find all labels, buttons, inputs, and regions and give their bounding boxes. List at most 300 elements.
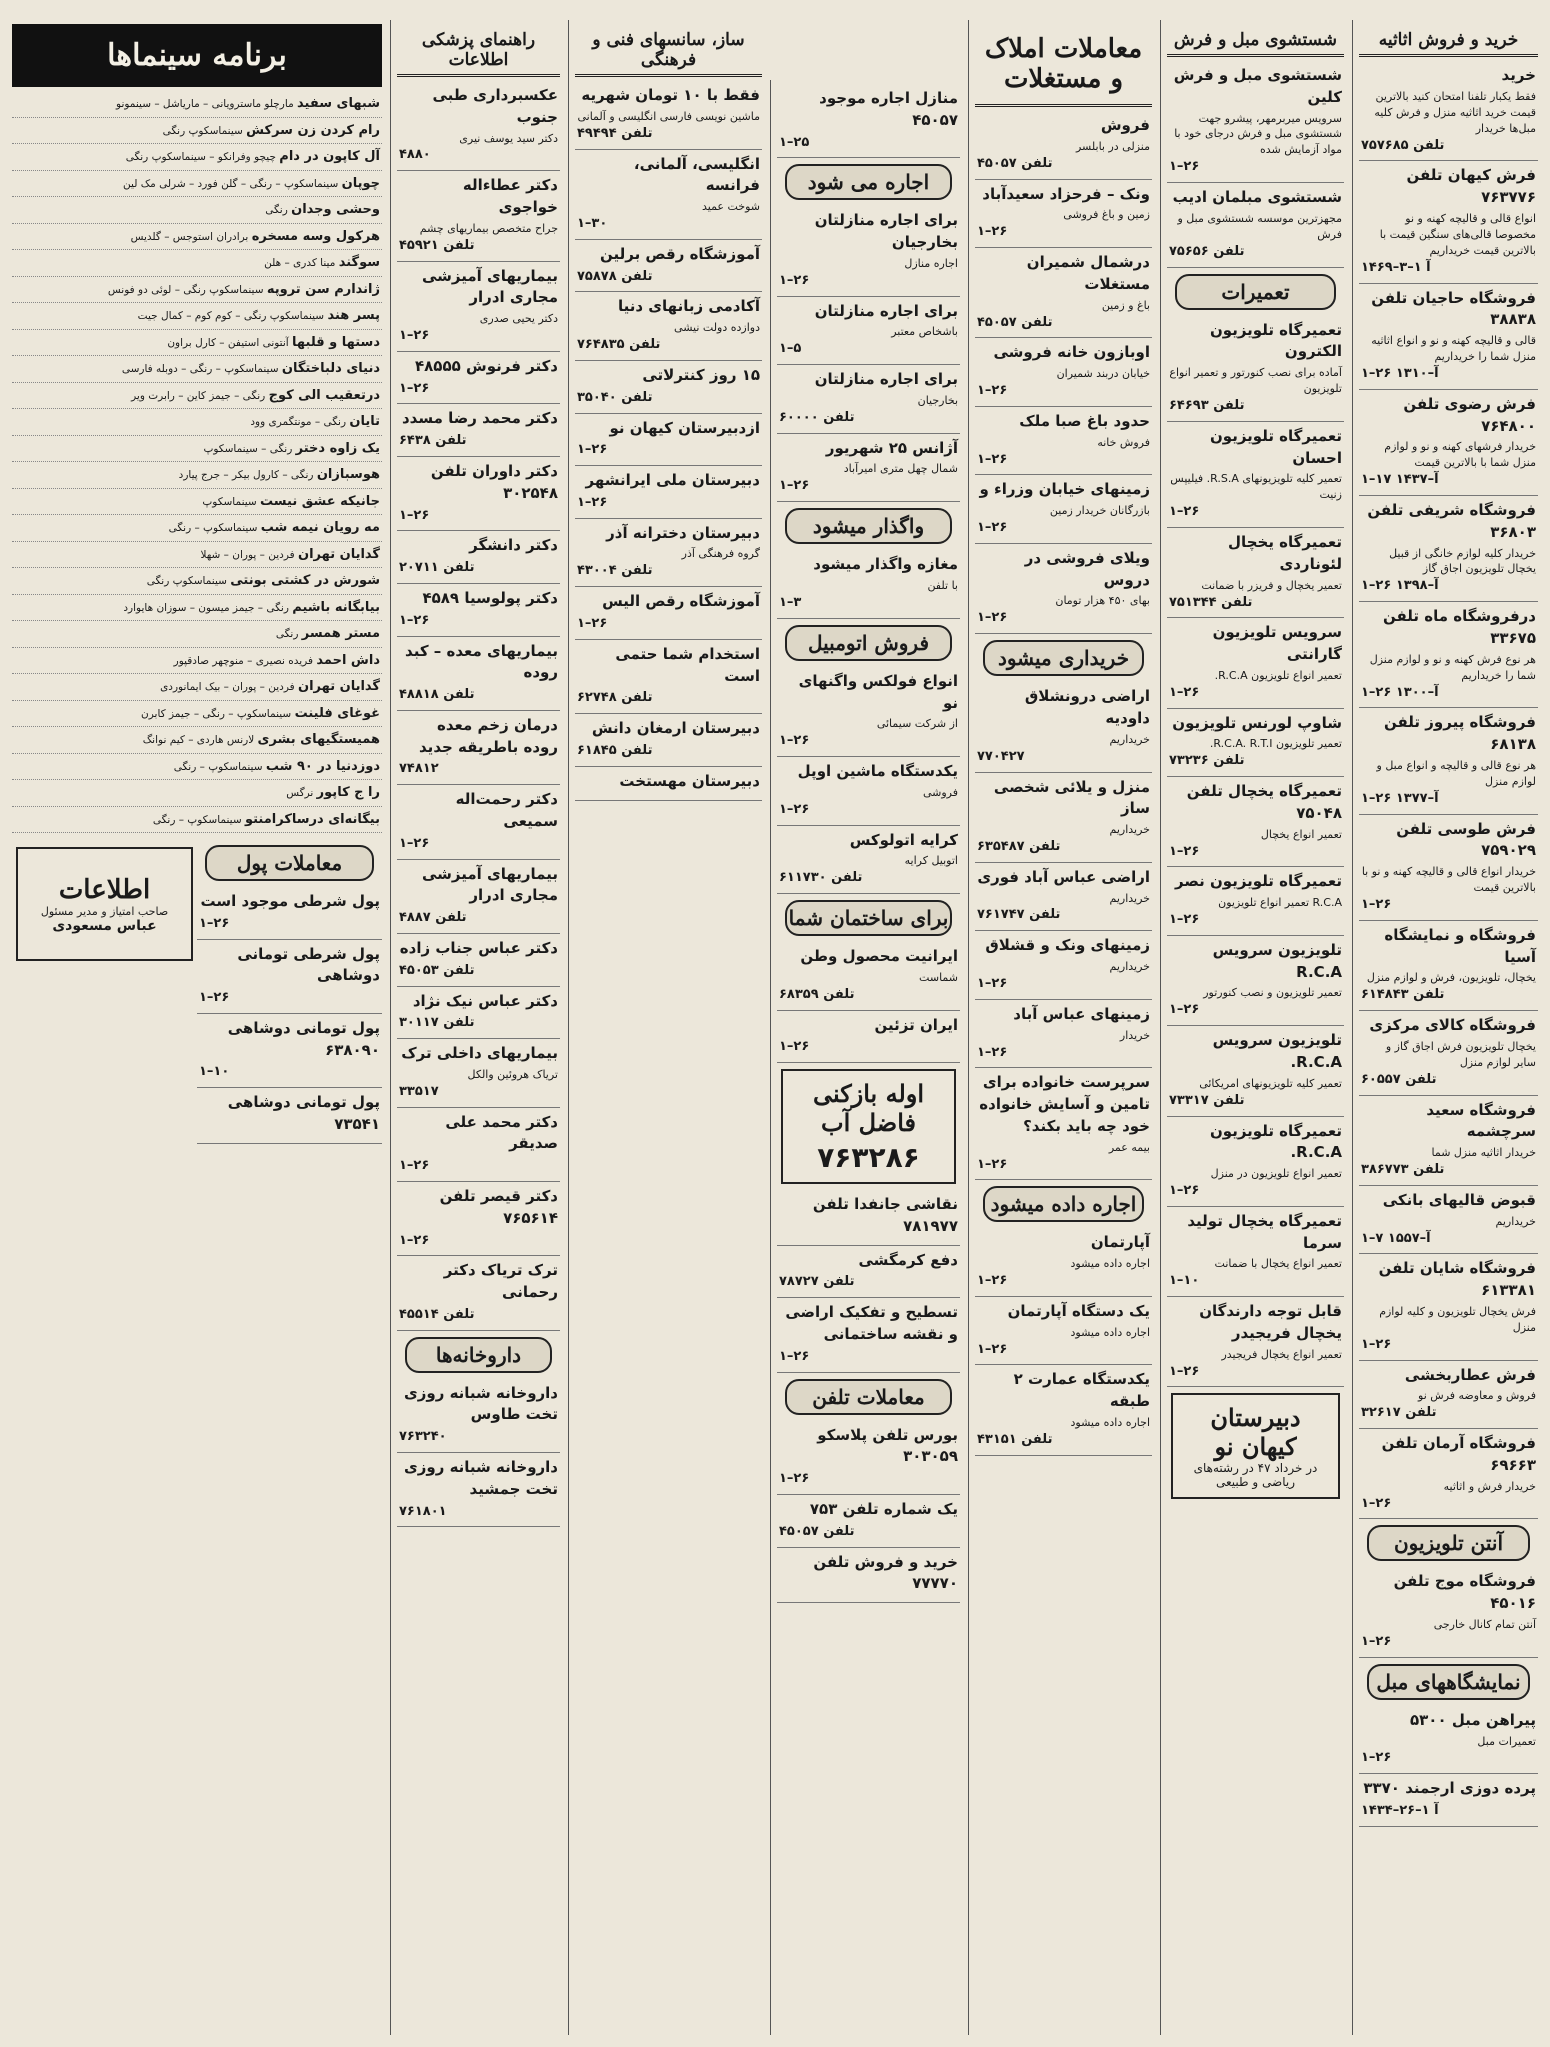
ad-phone: تلفن ۴۳۰۰۴ (577, 563, 653, 579)
cinema-title: یک زاوه دختر (295, 440, 380, 456)
ad-phone: تلفن ۶۱۴۸۴۳ (1361, 987, 1445, 1003)
cinema-listing (12, 727, 382, 754)
ad-phone: تلفن ۴۵۵۱۴ (399, 1306, 475, 1322)
cinema-listing (12, 118, 382, 145)
ad-title: عکسبرداری طبی جنوب (432, 86, 558, 126)
classified-ad (975, 1297, 1152, 1366)
ad-title: دکتر قیصر تلفن ۷۶۵۶۱۴ (439, 1187, 558, 1227)
ad-phone: ۷۶۳۲۴۰ (399, 1429, 447, 1445)
ad-phone: تلفن ۶۱۸۴۵ (577, 742, 653, 758)
ad-body: شماست (919, 970, 958, 984)
classified-ad (1167, 777, 1344, 867)
ad-body: بازرگانان خریدار زمین (1049, 504, 1150, 518)
ad-title: انواع فولکس واگنهای نو (798, 671, 958, 712)
ad-phone: ۱–۲۶ (1361, 1336, 1392, 1352)
ad-phone: ۱–۲۶ (399, 507, 430, 523)
ad-phone: ۱–۲۶ ۱۳۱۰–آ (1361, 365, 1439, 381)
section-buy: خریداری میشود (983, 640, 1144, 676)
classified-ad (1359, 1429, 1538, 1519)
ad-title: تلویزیون سرویس R.C.A. (1212, 1031, 1342, 1071)
ad-body: بهای ۴۵۰ هزار تومان (1055, 594, 1150, 608)
ad-phone: ۱۴۶۹–آ ۱–۳ (1361, 259, 1431, 275)
cinema-listing (12, 648, 382, 675)
cinema-listing (12, 462, 382, 489)
logo-block (12, 839, 197, 1144)
ad-title: فرش رضوی تلفن ۷۶۴۸۰۰ (1403, 394, 1536, 435)
classified-ad (397, 860, 560, 934)
classified-ad (397, 584, 560, 637)
ad-phone: ۱–۲۶ (399, 1158, 430, 1174)
ad-title: فروشگاه آرمان تلفن ۶۹۶۶۳ (1381, 1434, 1536, 1474)
cinema-details: سینماسکوپ – رنگی – جیمز کابرن (141, 707, 292, 720)
ad-body: خریداریم (1109, 891, 1150, 905)
ad-body: R.C.A تعمیر انواع تلویزیون (1218, 896, 1342, 910)
ad-phone: ۱–۲۶ (399, 612, 430, 628)
ad-title: درمان زخم معده روده باطریقه جدید (419, 715, 558, 756)
ad-phone: تلفن ۴۵۰۵۷ (779, 1523, 855, 1539)
column-rentals-cars (770, 80, 966, 2035)
ad-body: تعمیر انواع یخچال فریجیدر (1221, 1347, 1342, 1361)
cinema-title: گدایان تهران (297, 679, 380, 694)
ad-phone: ۱–۲۶ (1361, 1633, 1392, 1649)
ad-phone: تلفن ۷۳۳۱۷ (1169, 1092, 1245, 1108)
ad-phone: ۷۶۱۸۰۱ (399, 1503, 447, 1519)
ad-title: دکتر پولوسیا ۴۵۸۹ (422, 588, 558, 607)
classified-ad (1167, 183, 1344, 267)
cinema-listing (12, 171, 382, 198)
ad-body: اجاره داده میشود (1070, 1415, 1150, 1429)
ad-title: قابل توجه دارندگان یخچال فریجیدر (1199, 1302, 1342, 1342)
ad-phone: ۱–۲۶ (199, 915, 230, 931)
cinema-details: رنگی (275, 628, 299, 640)
classified-ad (975, 544, 1152, 634)
cinema-title: را ج کاپور (316, 785, 380, 800)
ad-title: دکتر دانشگر (469, 536, 558, 555)
classified-ad (575, 361, 762, 414)
ad-body: فروشی (922, 785, 958, 799)
ad-body: خریدار فرش و اثاثیه (1443, 1479, 1536, 1493)
ad-phone: ۱–۲۶ ۱۳۹۸–آ (1361, 578, 1439, 594)
ad-title: حدود باغ صبا ملک (1019, 411, 1150, 430)
cinema-details: سینماسکوپ – رنگی (152, 813, 242, 826)
ad-phone: تلفن ۴۸۸۷ (399, 910, 467, 926)
classified-ad (397, 457, 560, 531)
ad-phone: تلفن ۴۵۰۵۷ (977, 155, 1053, 171)
classified-ad (197, 887, 382, 940)
ad-title: آموزشگاه رقص الیس (602, 592, 760, 611)
classified-ad (575, 150, 762, 240)
ad-phone: ۱–۲۶ (1169, 912, 1200, 928)
cinema-listing (12, 409, 382, 436)
classified-ad (397, 1108, 560, 1182)
classified-ad (975, 248, 1152, 338)
ad-phone: تلفن ۴۵۰۵۷ (977, 314, 1053, 330)
ad-phone: ۱–۳ (779, 594, 802, 610)
classified-ad (1359, 1254, 1538, 1360)
ad-title: دکتر داوران تلفن ۳۰۲۵۴۸ (430, 462, 558, 502)
classified-ad (1167, 1207, 1344, 1297)
cinema-title: سوگند (338, 255, 380, 270)
classified-ad (975, 863, 1152, 932)
classified-ad (777, 1548, 960, 1604)
ad-body: سرویس میربرمهر، پیشرو جهت شستشوی مبل و فرش درجای خود با مواد آزمایش شده (1174, 111, 1342, 157)
column-culture (568, 20, 768, 2035)
ad-phone: ۱–۲۶ (577, 442, 608, 458)
ad-antenna (1359, 1567, 1538, 1657)
classified-ad (1167, 618, 1344, 708)
ad-box-drain (781, 1069, 956, 1184)
cinema-listing (12, 807, 382, 834)
ad-phone: تلفن ۶۴۶۹۳ (1169, 398, 1245, 413)
ad-body: منزلی در بابلسر (1075, 139, 1150, 153)
classified-ad (575, 240, 762, 293)
classified-ad (777, 1495, 960, 1548)
ad-title: فرش عطاربخشی (1404, 1365, 1536, 1384)
logo-name: اطلاعات (58, 874, 151, 905)
ad-body: قالی و قالیچه کهنه و نو و انواع اثاثیه منزل شما را خریداریم (1371, 334, 1536, 363)
classified-ad (1167, 1026, 1344, 1116)
classified-ad (575, 466, 762, 519)
ad-title: دکتر عطاءاله خواجوی (462, 176, 558, 217)
ad-title: زمینهای ونک و قشلاق (985, 936, 1150, 955)
classified-ad (1359, 1361, 1538, 1430)
ad-body: تعمیر کلیه تلویزیونهای R.S.A. فیلیپس زنیت (1170, 472, 1342, 502)
cinema-details: سینماسکوپ رنگی – لوئی دو فونس (107, 283, 264, 296)
ad-title: دکتر محمد علی صدیقر (445, 1112, 558, 1153)
ad-title: فروشگاه پیروز تلفن ۶۸۱۳۸ (1384, 713, 1536, 754)
cinema-listing (12, 780, 382, 807)
classified-ad (975, 180, 1152, 249)
classified-ad (975, 1228, 1152, 1297)
ad-title: دبیرستان ارمغان دانش (591, 719, 760, 738)
cinema-details: فردین – پوران – بیک ایمانوردی (160, 681, 295, 693)
cinema-title: تایان (349, 414, 380, 429)
ad-phone: ۱–۲۶ (199, 990, 230, 1006)
ad-title: برای اجاره منازلتان بخارجیان (814, 211, 958, 252)
ad-title: قبوض قالیهای بانکی (1382, 1190, 1536, 1209)
ad-title: آژانس ۲۵ شهریور (825, 438, 958, 457)
cinema-details: مینا کدری – هلن (264, 257, 336, 269)
cinema-listing (12, 144, 382, 171)
classified-ad (397, 262, 560, 352)
classified-ad (975, 1365, 1152, 1455)
cinema-details: رنگی – جیمز کاین – رابرت ویر (131, 389, 266, 402)
ad-phone: ۱–۲۶ (977, 1044, 1008, 1060)
section-building: برای ساختمان شما (785, 900, 952, 936)
classified-ad (1359, 284, 1538, 390)
ad-phone: ۱–۲۶ (1169, 504, 1200, 520)
classified-ad (777, 1190, 960, 1246)
ad-body: دوازده دولت نیشی (674, 321, 760, 335)
cinema-title: همیستگیهای بشری (257, 732, 380, 747)
ad-box-school (1171, 1393, 1340, 1499)
classified-ad (975, 475, 1152, 544)
ad-phone: تلفن ۴۵۰۵۳ (399, 962, 475, 978)
cinema-title: چوپان (341, 175, 380, 191)
classified-ad (575, 714, 762, 767)
ad-phone: ۱–۲۶ (977, 520, 1008, 536)
classified-ad (777, 942, 960, 1011)
cinema-details: رنگی – مونتگمری وود (250, 416, 347, 428)
cinema-title: ژاندارم سن تروپه (266, 281, 380, 297)
classified-ad (1167, 867, 1344, 936)
ad-body: هر نوع فرش کهنه و نو و لوازم منزل شما را خریداریم (1369, 652, 1536, 682)
ad-title: منزل و یلائی شخصی ساز (993, 777, 1150, 818)
ad-phone: ۱–۲۶ (977, 976, 1008, 991)
ad-body: از شرکت سیمائی (876, 717, 958, 731)
classified-ad (1359, 61, 1538, 161)
ad-title: پول تومانی دوشاهی ۶۳۸۰۹۰ (227, 1018, 380, 1059)
ad-title: یک شماره تلفن ۷۵۳ (809, 1500, 958, 1518)
cinema-details: نرگس (286, 787, 314, 799)
ad-title: شستشوی مبلمان ادیب (1172, 188, 1342, 207)
classified-ad (777, 826, 960, 895)
ad-phone: ۱–۲۶ (977, 610, 1008, 626)
ad-phone: تلفن ۷۵۸۷۸ (577, 268, 653, 284)
cinema-title: آل کاپون در دام (279, 149, 380, 164)
ad-body: تریاک هروئین والکل (467, 1067, 558, 1081)
ad-body: فرش یخچال تلویزیون و کلیه لوازم منزل (1379, 1304, 1536, 1334)
ad-phone: ۱–۲۶ (1169, 1363, 1200, 1379)
classified-ad (397, 531, 560, 584)
ad-phone: تلفن ۳۸۶۷۷۳ (1361, 1162, 1445, 1178)
section-rent-out: اجاره داده میشود (983, 1186, 1144, 1222)
ad-title: دبیرستان ملی ایرانشهر (585, 471, 760, 490)
classified-ad (397, 352, 560, 405)
classified-ad (397, 1453, 560, 1527)
cinema-listing (12, 489, 382, 516)
ad-title: شستشوی مبل و فرش کلین (1173, 66, 1342, 106)
ad-title: دفع کرمگشی (858, 1250, 958, 1269)
ad-title: بیماریهای داخلی ترک (401, 1044, 558, 1063)
column-header-cinema: برنامه سینماها (12, 24, 382, 87)
ad-phone: تلفن ۳۵۰۴۰ (577, 389, 653, 405)
classified-ad (575, 640, 762, 714)
ad-phone: تلفن ۳۲۶۱۷ (1361, 1405, 1437, 1421)
ad-phone: ۱–۲۶ (399, 380, 430, 396)
cinema-listing (12, 754, 382, 781)
ad-phone: ۱–۷ ۱۵۵۷–آ (1361, 1230, 1431, 1246)
classified-ad (975, 1068, 1152, 1180)
ad-body: خریداریم (1495, 1214, 1536, 1228)
ad-body: مجهزترین موسسه شستشوی مبل و فرش (1177, 211, 1342, 241)
ad-body: جراح متخصص بیماریهای چشم (419, 221, 558, 235)
classified-ad (397, 404, 560, 457)
ad-body: آماده برای نصب کنورتور و تعمیر انواع تلویزیون (1169, 366, 1342, 396)
ad-phone: ۱–۱۰ (199, 1064, 230, 1080)
classified-ad (1359, 390, 1538, 496)
ad-phone: تلفن ۷۶۱۷۴۷ (977, 907, 1061, 923)
box-title: اوله بازکنی فاضل آب (812, 1079, 925, 1138)
ad-title: تعمیرگاه تلویزیون R.C.A. (1209, 1121, 1342, 1162)
classified-ad (777, 757, 960, 826)
classified-ad (397, 1256, 560, 1330)
ad-title: سرویس تلویزیون گارانتی (1212, 623, 1342, 664)
ad-phone: تلفن ۶۸۳۵۹ (779, 986, 855, 1002)
ad-phone: تلفن ۷۵۶۵۶ (1169, 243, 1245, 259)
cinema-details: سینماسکوپ – رنگی – دوبله فارسی (121, 363, 279, 375)
classified-ad (397, 637, 560, 711)
ad-body: بخارجیان (917, 393, 958, 407)
classified-ad (575, 587, 762, 640)
ad-title: ترک تریاک دکتر رحمانی (443, 1261, 558, 1302)
cinema-details: چیچو وفرانکو – سینماسکوپ رنگی (125, 151, 276, 163)
box-body: در خرداد ۴۷ در رشته‌های ریاضی و طبیعی (1193, 1461, 1318, 1490)
cinema-title: هرکول وسه مسخره (251, 228, 380, 244)
ad-title: فروشگاه و نمایشگاه آسیا (1384, 925, 1536, 966)
ad-title: ازدبیرستان کیهان نو (609, 418, 760, 437)
ad-phone: ۱–۲۶ (779, 733, 810, 749)
classified-ad (1359, 1096, 1538, 1186)
ad-body: تعمیر انواع یخچال با ضمانت (1214, 1257, 1342, 1271)
ad-phone: تلفن ۳۰۱۱۷ (399, 1015, 475, 1031)
ad-phone: ۱–۱۰ (1169, 1273, 1200, 1289)
ad-title: کرایه اتولوکس (849, 830, 958, 849)
ad-title: پول شرطی تومانی دوشاهی (237, 944, 380, 985)
ad-body: خریدار (1119, 1028, 1150, 1042)
cinema-title: شبهای سفید (297, 96, 380, 111)
cinema-listing (12, 330, 382, 357)
ad-body: خیابان دربند شمیران (1056, 367, 1150, 381)
cinema-listing (12, 674, 382, 701)
ad-phone: تلفن ۷۵۷۶۸۵ (1361, 137, 1445, 153)
ad-body: اتوبیل کرایه (904, 854, 958, 868)
ad-title: یک دستگاه آپارتمان (1007, 1301, 1150, 1320)
column-cinema (6, 20, 388, 2035)
column-header-real-estate: معاملات املاک و مستغلات (975, 24, 1152, 107)
ad-phone: ۱–۲۶ (977, 383, 1008, 399)
classified-ad (397, 987, 560, 1040)
ad-phone: تلفن ۶۲۷۴۸ (577, 690, 653, 706)
ad-title: خرید (1501, 66, 1536, 84)
cinema-details: سینماسکوپ – رنگی – گلن فورد – شرلی مک لین (123, 177, 339, 190)
ad-body: گروه فرهنگی آذر (681, 547, 760, 561)
cinema-details: سینماسکوپ – رنگی (173, 760, 263, 773)
cinema-details: سینماسکوپ رنگی (146, 575, 227, 587)
column-header-home-goods: خرید و فروش اثاثیه (1359, 24, 1538, 57)
column-header-medical: راهنمای پزشکی اطلاعات (397, 24, 560, 77)
column-medical (390, 20, 566, 2035)
cinema-listing (12, 436, 382, 463)
ad-title: پرده دوزی ارجمند ۳۳۷۰ (1363, 1779, 1536, 1798)
ad-title: بورس تلفن پلاسکو ۳۰۳۰۵۹ (817, 1425, 958, 1466)
ad-body: انواع قالی و قالیچه کهنه و نو مخصوصا قالی‌های سنگین قیمت با بالاترین قیمت خریداریم (1379, 211, 1536, 257)
ad-title: دکتر رحمت‌اله سمیعی (455, 790, 558, 830)
cinema-title: غوغای فلینت (294, 705, 380, 721)
classified-ad (975, 931, 1152, 1000)
classified-ad (1359, 708, 1538, 814)
ad-body: تعمیر انواع تلویزیون R.C.A. (1214, 668, 1342, 682)
ad-phone: ۱–۲۶ (399, 328, 430, 343)
classified-ad (1359, 1011, 1538, 1095)
cinema-listing (12, 303, 382, 330)
ad-body: خریدار اثاثیه منزل شما (1431, 1146, 1536, 1160)
ad-body: با تلفن (927, 578, 958, 592)
ad-phone: ۱–۲۶ (577, 494, 608, 510)
classified-ad (1167, 61, 1344, 183)
cinema-title: جانیکه عشق نیست (260, 493, 380, 509)
ad-title: فروشگاه موج تلفن ۴۵۰۱۶ (1393, 1572, 1536, 1613)
box-phone: ۷۶۳۲۸۶ (817, 1141, 920, 1175)
ad-title: تعمیرگاه تلویزیون احسان (1209, 426, 1342, 467)
cinema-listing (12, 595, 382, 622)
cinema-listing (12, 568, 382, 595)
ad-phone: ۱–۲۶ (577, 616, 608, 631)
cinema-details: سینماسکوپ (202, 495, 257, 508)
ad-title: فروشگاه شایان تلفن ۶۱۳۳۸۱ (1378, 1259, 1536, 1300)
classified-ad (1359, 1774, 1538, 1827)
column-real-estate (968, 20, 1158, 2035)
ad-title: تعمیرگاه تلویزیون نصر (1175, 872, 1342, 891)
loan-block (197, 839, 382, 1144)
classified-ad (975, 111, 1152, 180)
classified-ad (397, 711, 560, 785)
ad-title: ویلای فروشی در دروس (1024, 548, 1150, 589)
cinema-title: بیابگانه باشیم (292, 599, 380, 615)
ad-body: دکتر یحیی صدری (479, 312, 558, 326)
ad-title: ایران تزئین (874, 1015, 958, 1034)
ad-body: خریدار انواع قالی و قالیچه کهنه و نو با بالاترین قیمت (1361, 865, 1536, 895)
ad-title: زمینهای خیابان وزراء و (979, 480, 1150, 499)
section-car-sale: فروش اتومبیل (785, 625, 952, 661)
cinema-listing (12, 383, 382, 410)
ad-body: اجاره داده میشود (1070, 1325, 1150, 1339)
ad-title: فروشگاه شریفی تلفن ۳۶۸۰۳ (1367, 501, 1536, 541)
ad-body: ماشین نویسی فارسی انگلیسی و آلمانی (577, 109, 760, 123)
classified-ad (1167, 936, 1344, 1026)
classified-ad (1167, 422, 1344, 528)
ad-phone: ۱–۲۶ (779, 801, 810, 817)
ad-phone: ۱–۲۶ (1169, 684, 1200, 700)
cinema-title: شورش در کشتی بونتی (230, 573, 380, 588)
ad-body: هر نوع قالی و قالیچه و انواع مبل و لوازم منزل (1376, 758, 1536, 788)
classified-ad (777, 550, 960, 619)
ad-title: پیراهن مبل ۵۳۰۰ (1410, 1710, 1536, 1729)
classified-ad (1359, 496, 1538, 602)
classified-ad (575, 519, 762, 588)
ad-phone: تلفن ۴۳۱۵۱ (977, 1431, 1053, 1447)
ad-title: اوبازون خانه فروشی (993, 343, 1150, 362)
cinema-title: مستر همسر (301, 626, 380, 641)
ad-phone: ۷۷۰۴۲۷ (977, 748, 1025, 764)
ad-title: بیماریهای آمیزشی مجاری ادرار (421, 266, 558, 307)
classified-ad (1359, 161, 1538, 283)
cinema-details: سینماسکوپ – رنگی (168, 522, 258, 534)
classified-ad (975, 407, 1152, 476)
section-pharmacy: داروخانه‌ها (405, 1337, 552, 1373)
classified-ad (777, 365, 960, 434)
classified-ad (575, 81, 762, 150)
cinema-details: مارچلو ماسترویانی – ماریاشل – سینمونو (116, 98, 294, 110)
column-header-cleaning: شستشوی مبل و فرش (1167, 24, 1344, 57)
ad-phone: ۳۳۵۱۷ (399, 1083, 439, 1099)
section-antenna: آنتن تلویزیون (1367, 1525, 1530, 1561)
ad-phone: ۱–۲۶ (399, 835, 430, 851)
ad-title: ۱۵ روز کنترلاتی (642, 365, 760, 384)
ad-title: تسطیح و تفکیک اراضی و نقشه ساختمانی (785, 1303, 958, 1344)
classified-ad (1167, 709, 1344, 778)
cinema-title: پسر هند (327, 308, 380, 323)
cinema-listing (12, 356, 382, 383)
ad-body: خریدار کلیه لوازم خانگی از قبیل یخچال تلویزیون اجاق گاز (1389, 546, 1536, 576)
classified-ad (1359, 1706, 1538, 1775)
ad-body: خریدار فرشهای کهنه و نو و لوازم منزل شما با بالاترین قیمت (1384, 440, 1536, 470)
ad-title: منازل اجاره موجود ۴۵۰۵۷ (819, 89, 958, 129)
classified-ad (397, 785, 560, 859)
ad-body: باشخاص معتبر (891, 325, 958, 339)
ad-title: استخدام شما حتمی است (615, 644, 760, 685)
cinema-details: آنتونی استیفن – کارل براون (167, 336, 289, 349)
